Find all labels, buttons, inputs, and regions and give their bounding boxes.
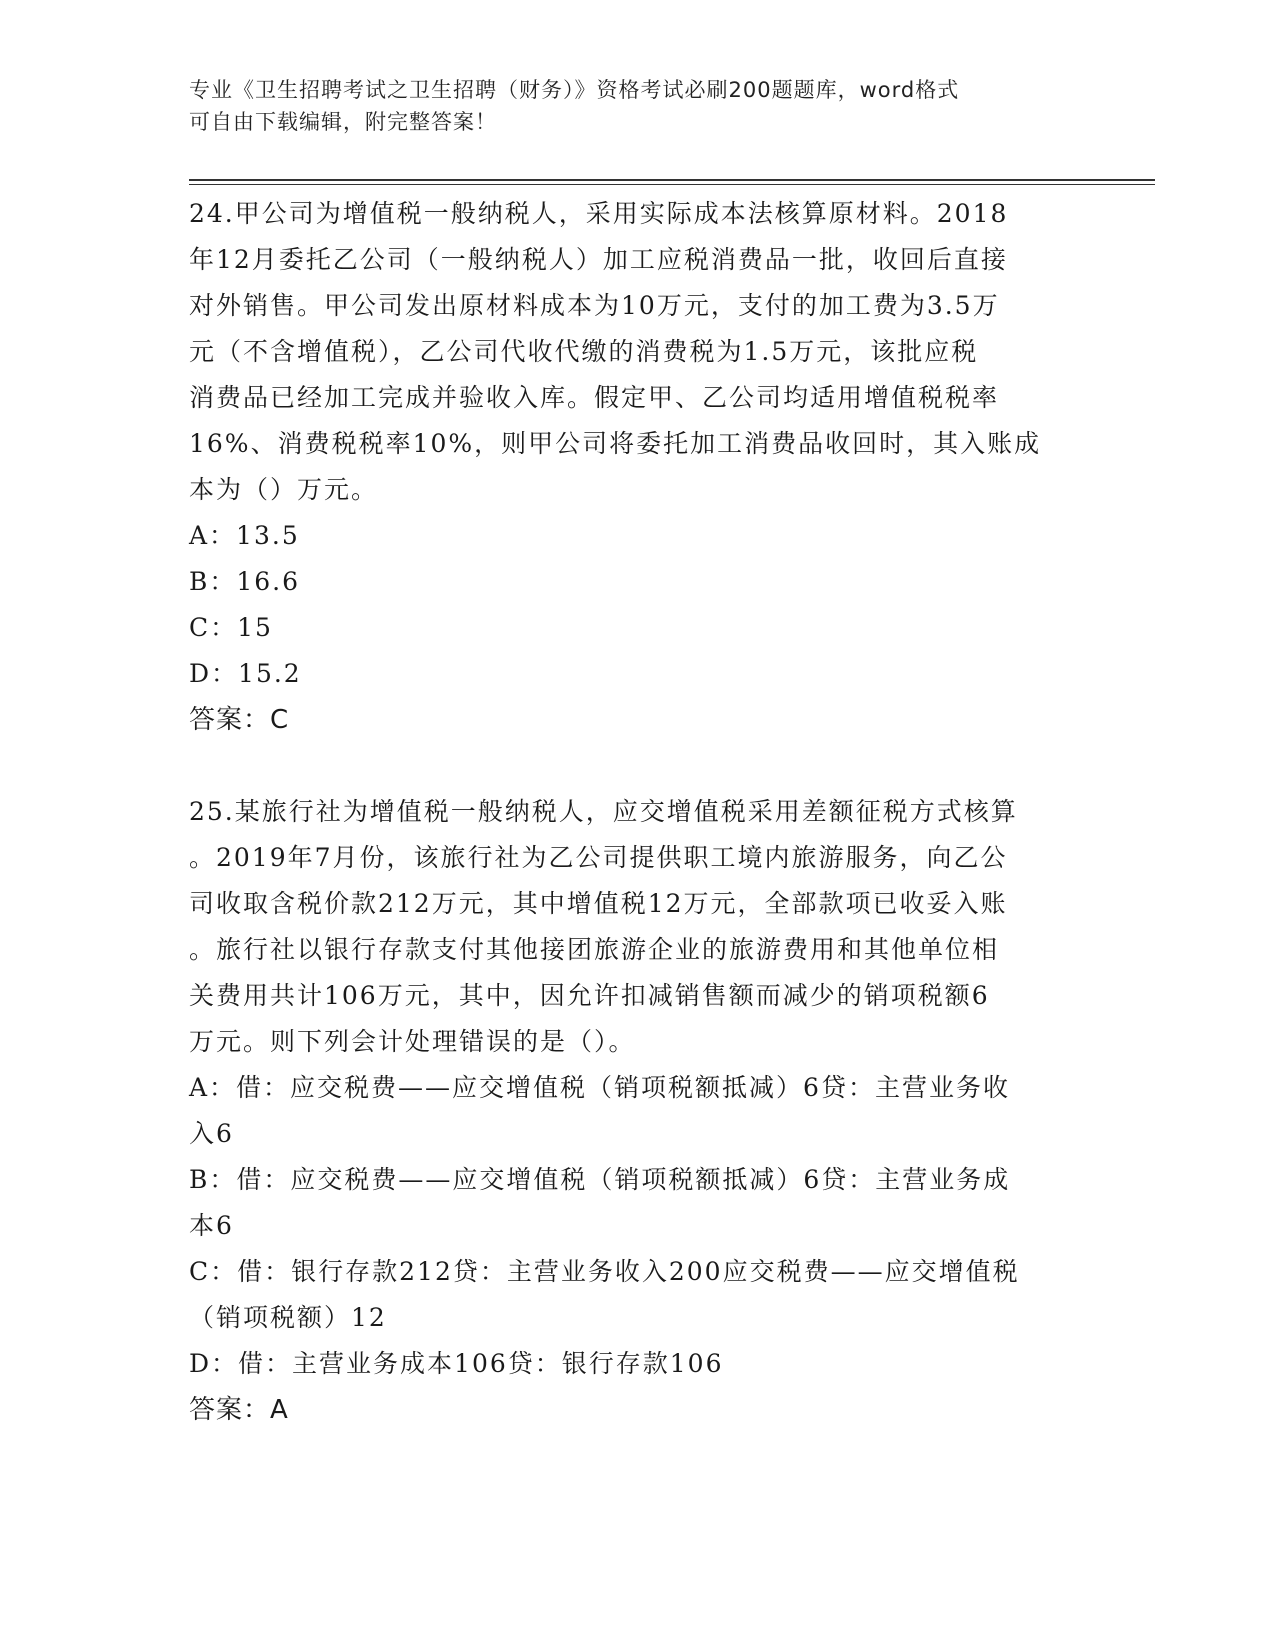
question-stem-line: 对外销售。甲公司发出原材料成本为10万元，支付的加工费为3.5万 (189, 291, 1000, 320)
question-stem-line: 25.某旅行社为增值税一般纳税人，应交增值税采用差额征税方式核算 (189, 797, 1018, 826)
option-b: B：借：应交税费——应交增值税（销项税额抵减）6贷：主营业务成 (189, 1165, 1011, 1194)
question-spacer (189, 743, 1089, 789)
question-stem-line: 年12月委托乙公司（一般纳税人）加工应税消费品一批，收回后直接 (189, 245, 1008, 274)
option-d: D：15.2 (189, 659, 302, 688)
header-line-2: 可自由下载编辑，附完整答案！ (189, 110, 497, 134)
document-header (189, 74, 1089, 138)
question-stem-line: 万元。则下列会计处理错误的是（）。 (189, 1027, 636, 1056)
question-stem-line: 。旅行社以银行存款支付其他接团旅游企业的旅游费用和其他单位相 (189, 935, 1000, 964)
option-b-continued: 本6 (189, 1211, 234, 1240)
question-stem-line: 消费品已经加工完成并验收入库。假定甲、乙公司均适用增值税税率 (189, 383, 1000, 412)
header-divider-thin (189, 184, 1155, 185)
option-c: C：借：银行存款212贷：主营业务收入200应交税费——应交增值税 (189, 1257, 1020, 1286)
option-a: A：借：应交税费——应交增值税（销项税额抵减）6贷：主营业务收 (189, 1073, 1010, 1102)
question-24 (189, 191, 1089, 743)
document-body (189, 191, 1089, 1433)
header-line-1: 专业《卫生招聘考试之卫生招聘（财务）》资格考试必刷200题题库，word格式 (189, 78, 960, 102)
option-c-continued: （销项税额）12 (189, 1303, 387, 1332)
option-a: A：13.5 (189, 521, 300, 550)
question-stem-line: 16%、消费税税率10%，则甲公司将委托加工消费品收回时，其入账成 (189, 429, 1042, 458)
option-d: D：借：主营业务成本106贷：银行存款106 (189, 1349, 724, 1378)
header-divider-thick (189, 179, 1155, 181)
question-stem-line: 。2019年7月份，该旅行社为乙公司提供职工境内旅游服务，向乙公 (189, 843, 1008, 872)
question-stem-line: 24.甲公司为增值税一般纳税人，采用实际成本法核算原材料。2018 (189, 199, 1009, 228)
question-25 (189, 789, 1089, 1433)
option-a-continued: 入6 (189, 1119, 234, 1148)
question-stem-line: 本为（）万元。 (189, 475, 379, 504)
option-c: C：15 (189, 613, 273, 642)
question-stem-line: 关费用共计106万元，其中，因允许扣减销售额而减少的销项税额6 (189, 981, 990, 1010)
option-b: B：16.6 (189, 567, 301, 596)
answer: 答案：A (189, 1395, 289, 1425)
question-stem-line: 元（不含增值税），乙公司代收代缴的消费税为1.5万元，该批应税 (189, 337, 979, 366)
answer: 答案：C (189, 705, 290, 735)
question-stem-line: 司收取含税价款212万元，其中增值税12万元，全部款项已收妥入账 (189, 889, 1008, 918)
